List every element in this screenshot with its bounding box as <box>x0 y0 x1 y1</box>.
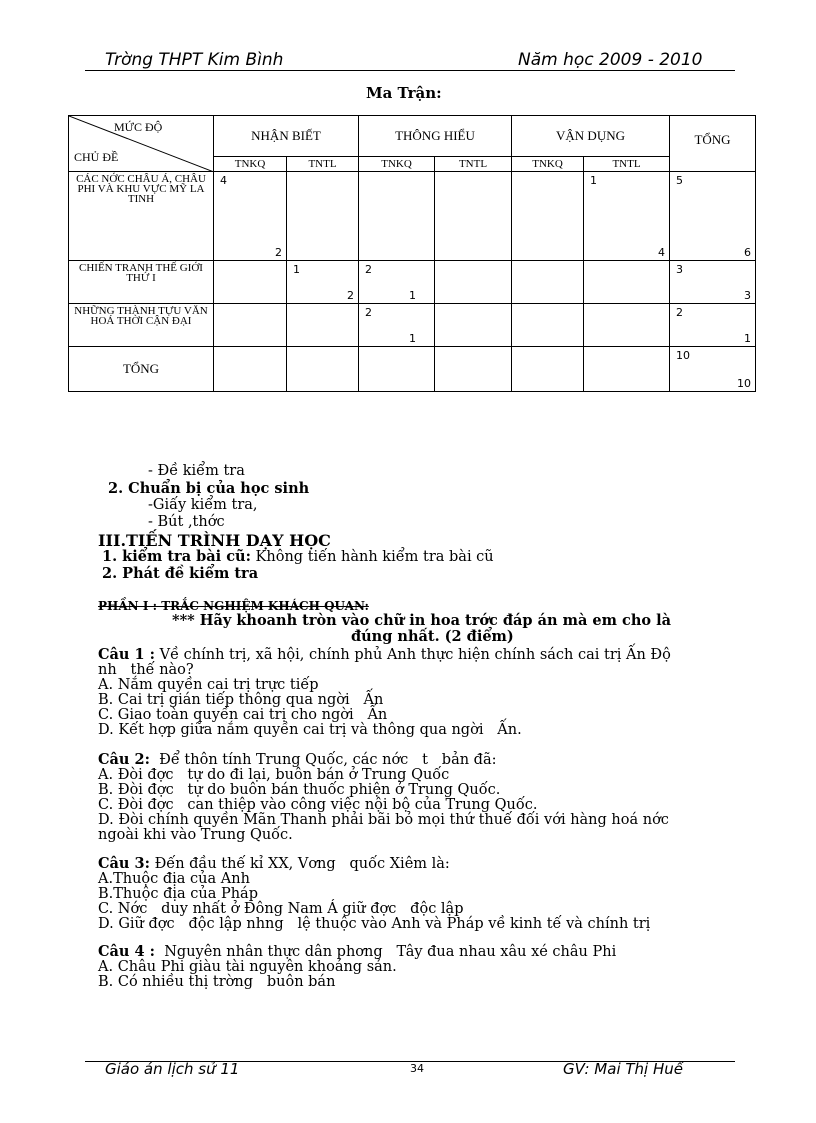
phan1-heading: PHẦN I : TRẮC NGHIỆM KHÁCH QUAN: <box>98 599 369 613</box>
page-number: 34 <box>410 1062 424 1075</box>
answer-option[interactable]: D. Kết hợp giữa nắm quyền cai trị và thông qua ngời Ấn. <box>98 722 522 738</box>
chuan-bi-heading: 2. Chuẩn bị của học sinh <box>108 480 310 497</box>
instruction-line1: *** Hãy khoanh tròn vào chữ in hoa trớc đáp án mà em cho là <box>172 612 671 629</box>
answer-option[interactable]: B. Đòi đợc tự do buôn bán thuốc phiện ở Trung Quốc. <box>98 782 501 798</box>
matrix-row <box>69 304 756 347</box>
but-item: - Bút ,thớc <box>148 514 225 530</box>
value-cell: 2 1 <box>359 261 435 304</box>
kiem-tra-text: Không tiến hành kiểm tra bài cũ <box>250 549 494 565</box>
answer-option[interactable]: ngoài khi vào Trung Quốc. <box>98 827 293 843</box>
de-kiem-tra: - Đề kiểm tra <box>148 463 245 479</box>
question-stem: Câu 4 : Nguyên nhân thực dân phơng Tây đua nhau xâu xé châu Phi <box>98 943 617 960</box>
grand-total-cell: 10 10 <box>670 347 756 392</box>
value-cell <box>287 172 359 261</box>
value-cell <box>435 261 512 304</box>
giay-item: -Giấy kiểm tra, <box>148 497 258 513</box>
header-rule <box>85 70 735 71</box>
value-cell <box>512 261 584 304</box>
question-stem: Câu 1 : Về chính trị, xã hội, chính phủ Anh thực hiện chính sách cai trị Ấn Độ <box>98 646 671 663</box>
total-cell: 5 6 <box>670 172 756 261</box>
answer-option[interactable]: A. Đòi đợc tự do đi lại, buôn bán ở Trung Quốc <box>98 767 450 783</box>
topic-cell: NHỮNG THÀNH TỰU VĂN HOÁ THỜI CẬN ĐẠI <box>69 304 214 347</box>
tien-trinh-heading: III.TIẾN TRÌNH DẠY HỌC <box>98 531 331 550</box>
corner-cell <box>69 116 214 172</box>
matrix-total-row <box>69 347 756 392</box>
level-tong: TỔNG <box>670 116 756 172</box>
value-cell <box>435 172 512 261</box>
matrix-table <box>68 115 756 392</box>
topic-cell: CÁC NỚC CHÂU Á, CHÂU PHI VÀ KHU VỰC MỸ LA TINH <box>69 172 214 261</box>
footer-right: GV: Mai Thị Huế <box>563 1060 683 1078</box>
value-cell <box>512 172 584 261</box>
sub-header: TNTL <box>584 157 670 172</box>
value-cell: 2 1 <box>359 304 435 347</box>
sub-header: TNKQ <box>359 157 435 172</box>
value-cell <box>214 261 287 304</box>
corner-top-label: MỨC ĐỘ <box>114 120 163 134</box>
question-label: Câu 2: <box>98 751 150 768</box>
answer-option[interactable]: D. Giữ đợc độc lập nhng lệ thuộc vào Anh và Pháp về kinh tế và chính trị <box>98 916 651 932</box>
answer-option[interactable]: C. Đòi đợc can thiệp vào công việc nội bộ của Trung Quốc. <box>98 797 538 813</box>
value-cell <box>214 304 287 347</box>
phat-de-heading: 2. Phát đề kiểm tra <box>102 565 259 582</box>
answer-option[interactable]: C. Giao toàn quyền cai trị cho ngời Ấn <box>98 707 388 723</box>
question-stem-cont: nh thế nào? <box>98 662 194 678</box>
level-nhan-biet: NHẬN BIẾT <box>214 116 359 157</box>
total-cell: 2 1 <box>670 304 756 347</box>
question-label: Câu 3: <box>98 855 150 872</box>
answer-option[interactable]: B. Có nhiều thị trờng buôn bán <box>98 974 336 990</box>
question-block <box>98 856 738 932</box>
answer-option[interactable]: B. Cai trị gián tiếp thông qua ngời Ấn <box>98 692 384 708</box>
question-block <box>98 647 738 738</box>
value-cell <box>584 261 670 304</box>
matrix-row <box>69 172 756 261</box>
questions-list <box>98 647 738 990</box>
sub-header: TNKQ <box>512 157 584 172</box>
total-cell: 3 3 <box>670 261 756 304</box>
value-cell <box>287 304 359 347</box>
school-year: Năm học 2009 - 2010 <box>518 50 703 70</box>
value-cell: 1 4 <box>584 172 670 261</box>
corner-bottom-label: CHỦ ĐỀ <box>74 150 119 164</box>
question-block <box>98 944 738 990</box>
value-cell <box>435 304 512 347</box>
matrix-row <box>69 261 756 304</box>
answer-option[interactable]: A. Châu Phi giàu tài nguyên khoáng sản. <box>98 959 397 975</box>
matrix-title: Ma Trận: <box>366 84 442 102</box>
total-label: TỔNG <box>69 347 214 392</box>
sub-header: TNKQ <box>214 157 287 172</box>
value-cell <box>584 304 670 347</box>
sub-header: TNTL <box>287 157 359 172</box>
question-block <box>98 752 738 843</box>
value-cell <box>359 172 435 261</box>
kiem-tra-line <box>102 549 494 565</box>
question-stem: Câu 3: Đến đầu thế kỉ XX, Vơng quốc Xiêm là: <box>98 855 450 872</box>
value-cell <box>512 304 584 347</box>
question-stem: Câu 2: Để thôn tính Trung Quốc, các nớc t bản đã: <box>98 751 497 768</box>
level-thong-hieu: THÔNG HIỂU <box>359 116 512 157</box>
answer-option[interactable]: C. Nớc duy nhất ở Đông Nam Á giữ đợc độc lập <box>98 901 464 917</box>
answer-option[interactable]: A.Thuộc địa của Anh <box>98 871 250 887</box>
kiem-tra-label: 1. kiểm tra bài cũ: <box>102 548 251 565</box>
question-label: Câu 1 : <box>98 646 156 663</box>
instruction-line2: đúng nhất. (2 điểm) <box>351 628 514 645</box>
answer-option[interactable]: B.Thuộc địa của Pháp <box>98 886 258 902</box>
footer-left: Giáo án lịch sử 11 <box>105 1060 240 1078</box>
level-van-dung: VẬN DỤNG <box>512 116 670 157</box>
answer-option[interactable]: D. Đòi chính quyền Mãn Thanh phải bãi bỏ mọi thứ thuế đối với hàng hoá nớc <box>98 812 669 828</box>
answer-option[interactable]: A. Nắm quyền cai trị trực tiếp <box>98 677 319 693</box>
value-cell: 4 2 <box>214 172 287 261</box>
value-cell: 1 2 <box>287 261 359 304</box>
school-name: Trờng THPT Kim Bình <box>105 50 284 70</box>
sub-header: TNTL <box>435 157 512 172</box>
topic-cell: CHIẾN TRANH THẾ GIỚI THỨ I <box>69 261 214 304</box>
question-label: Câu 4 : <box>98 943 156 960</box>
